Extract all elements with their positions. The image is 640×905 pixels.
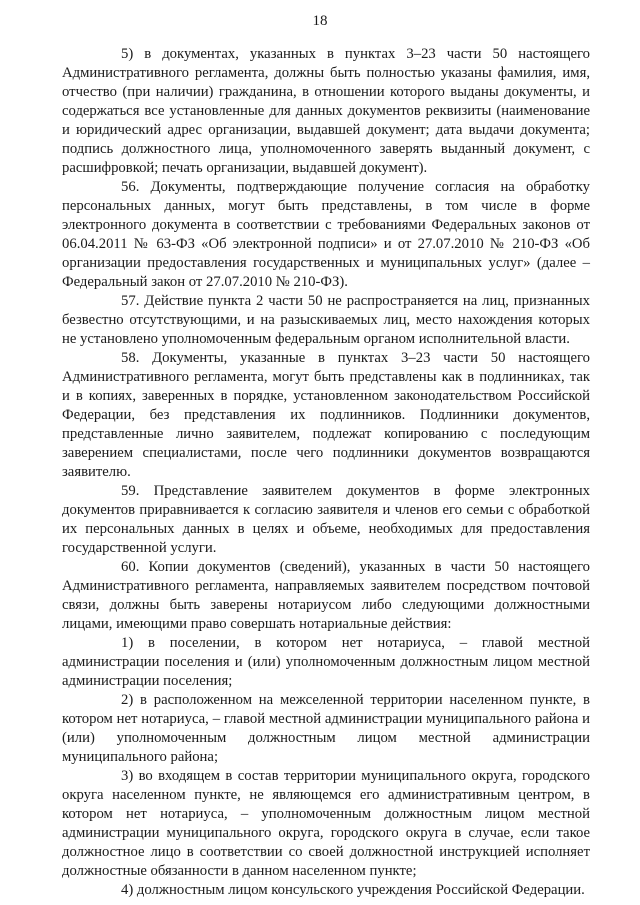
paragraph-59: 59. Представление заявителем документов в форме электронных документов приравнивается к согласию заявителя и членов его семьи с обработкой их персональных данных в целях и объеме, необходимых для предоставления государственной услуги. [62, 483, 590, 556]
paragraph-60-item-4: 4) должностным лицом консульского учреждения Российской Федерации. [121, 882, 585, 898]
paragraph-item-5: 5) в документах, указанных в пунктах 3–23 части 50 настоящего Административного регламента, должны быть полностью указаны фамилия, имя, отчество (при наличии) гражданина, в отношении которого выданы документы, и содержаться все установленные для данных документов реквизиты (наименование и юридический адрес организации, выдавшей документ; дата выдачи документа; подпись должностного лица, уполномоченного заверять выданный документ, с расшифровкой; печать организации, выдавшей документ). [62, 46, 590, 176]
paragraph-58: 58. Документы, указанные в пунктах 3–23 части 50 настоящего Административного регламента, могут быть представлены как в подлинниках, так и в копиях, заверенных в порядке, установленном законодательством Российской Федерации, без представления их подлинников. Подлинники документов, представленные лично заявителем, подлежат копированию с последующим заверением специалистами, после чего подлинники документов возвращаются заявителю. [62, 350, 590, 480]
paragraph-57: 57. Действие пункта 2 части 50 не распространяется на лиц, признанных безвестно отсутствующими, и на разыскиваемых лиц, место нахождения которых не установлено уполномоченным федеральным органом исполнительной власти. [62, 293, 590, 347]
page-number: 18 [312, 13, 328, 29]
document-body [62, 45, 590, 900]
paragraph-60-item-1: 1) в поселении, в котором нет нотариуса, – главой местной администрации поселения и (или) уполномоченным должностным лицом местной администрации поселения; [62, 635, 590, 689]
paragraph-60-item-3: 3) во входящем в состав территории муниципального округа, городского округа населенном пункте, не являющемся его административным центром, в котором нет нотариуса, – уполномоченным должностным лицом местной администрации муниципального округа, городского округа в случае, если такое должностное лицо в соответствии со своей должностной инструкцией исполняет должностные обязанности в данном населенном пункте; [62, 768, 590, 879]
paragraph-60: 60. Копии документов (сведений), указанных в части 50 настоящего Административного регламента, направляемых заявителем посредством почтовой связи, должны быть заверены нотариусом либо следующими должностными лицами, имеющими право совершать нотариальные действия: [62, 559, 590, 632]
paragraph-60-item-2: 2) в расположенном на межселенной территории населенном пункте, в котором нет нотариуса, – главой местной администрации муниципального района и (или) уполномоченным должностным лицом местной администрации муниципального района; [62, 692, 590, 765]
paragraph-56: 56. Документы, подтверждающие получение согласия на обработку персональных данных, могут быть представлены, в том числе в форме электронного документа в соответствии с требованиями Федеральных законов от 06.04.2011 № 63-ФЗ «Об электронной подписи» и от 27.07.2010 № 210-ФЗ «Об организации предоставления государственных и муниципальных услуг» (далее – Федеральный закон от 27.07.2010 № 210-ФЗ). [62, 179, 590, 290]
